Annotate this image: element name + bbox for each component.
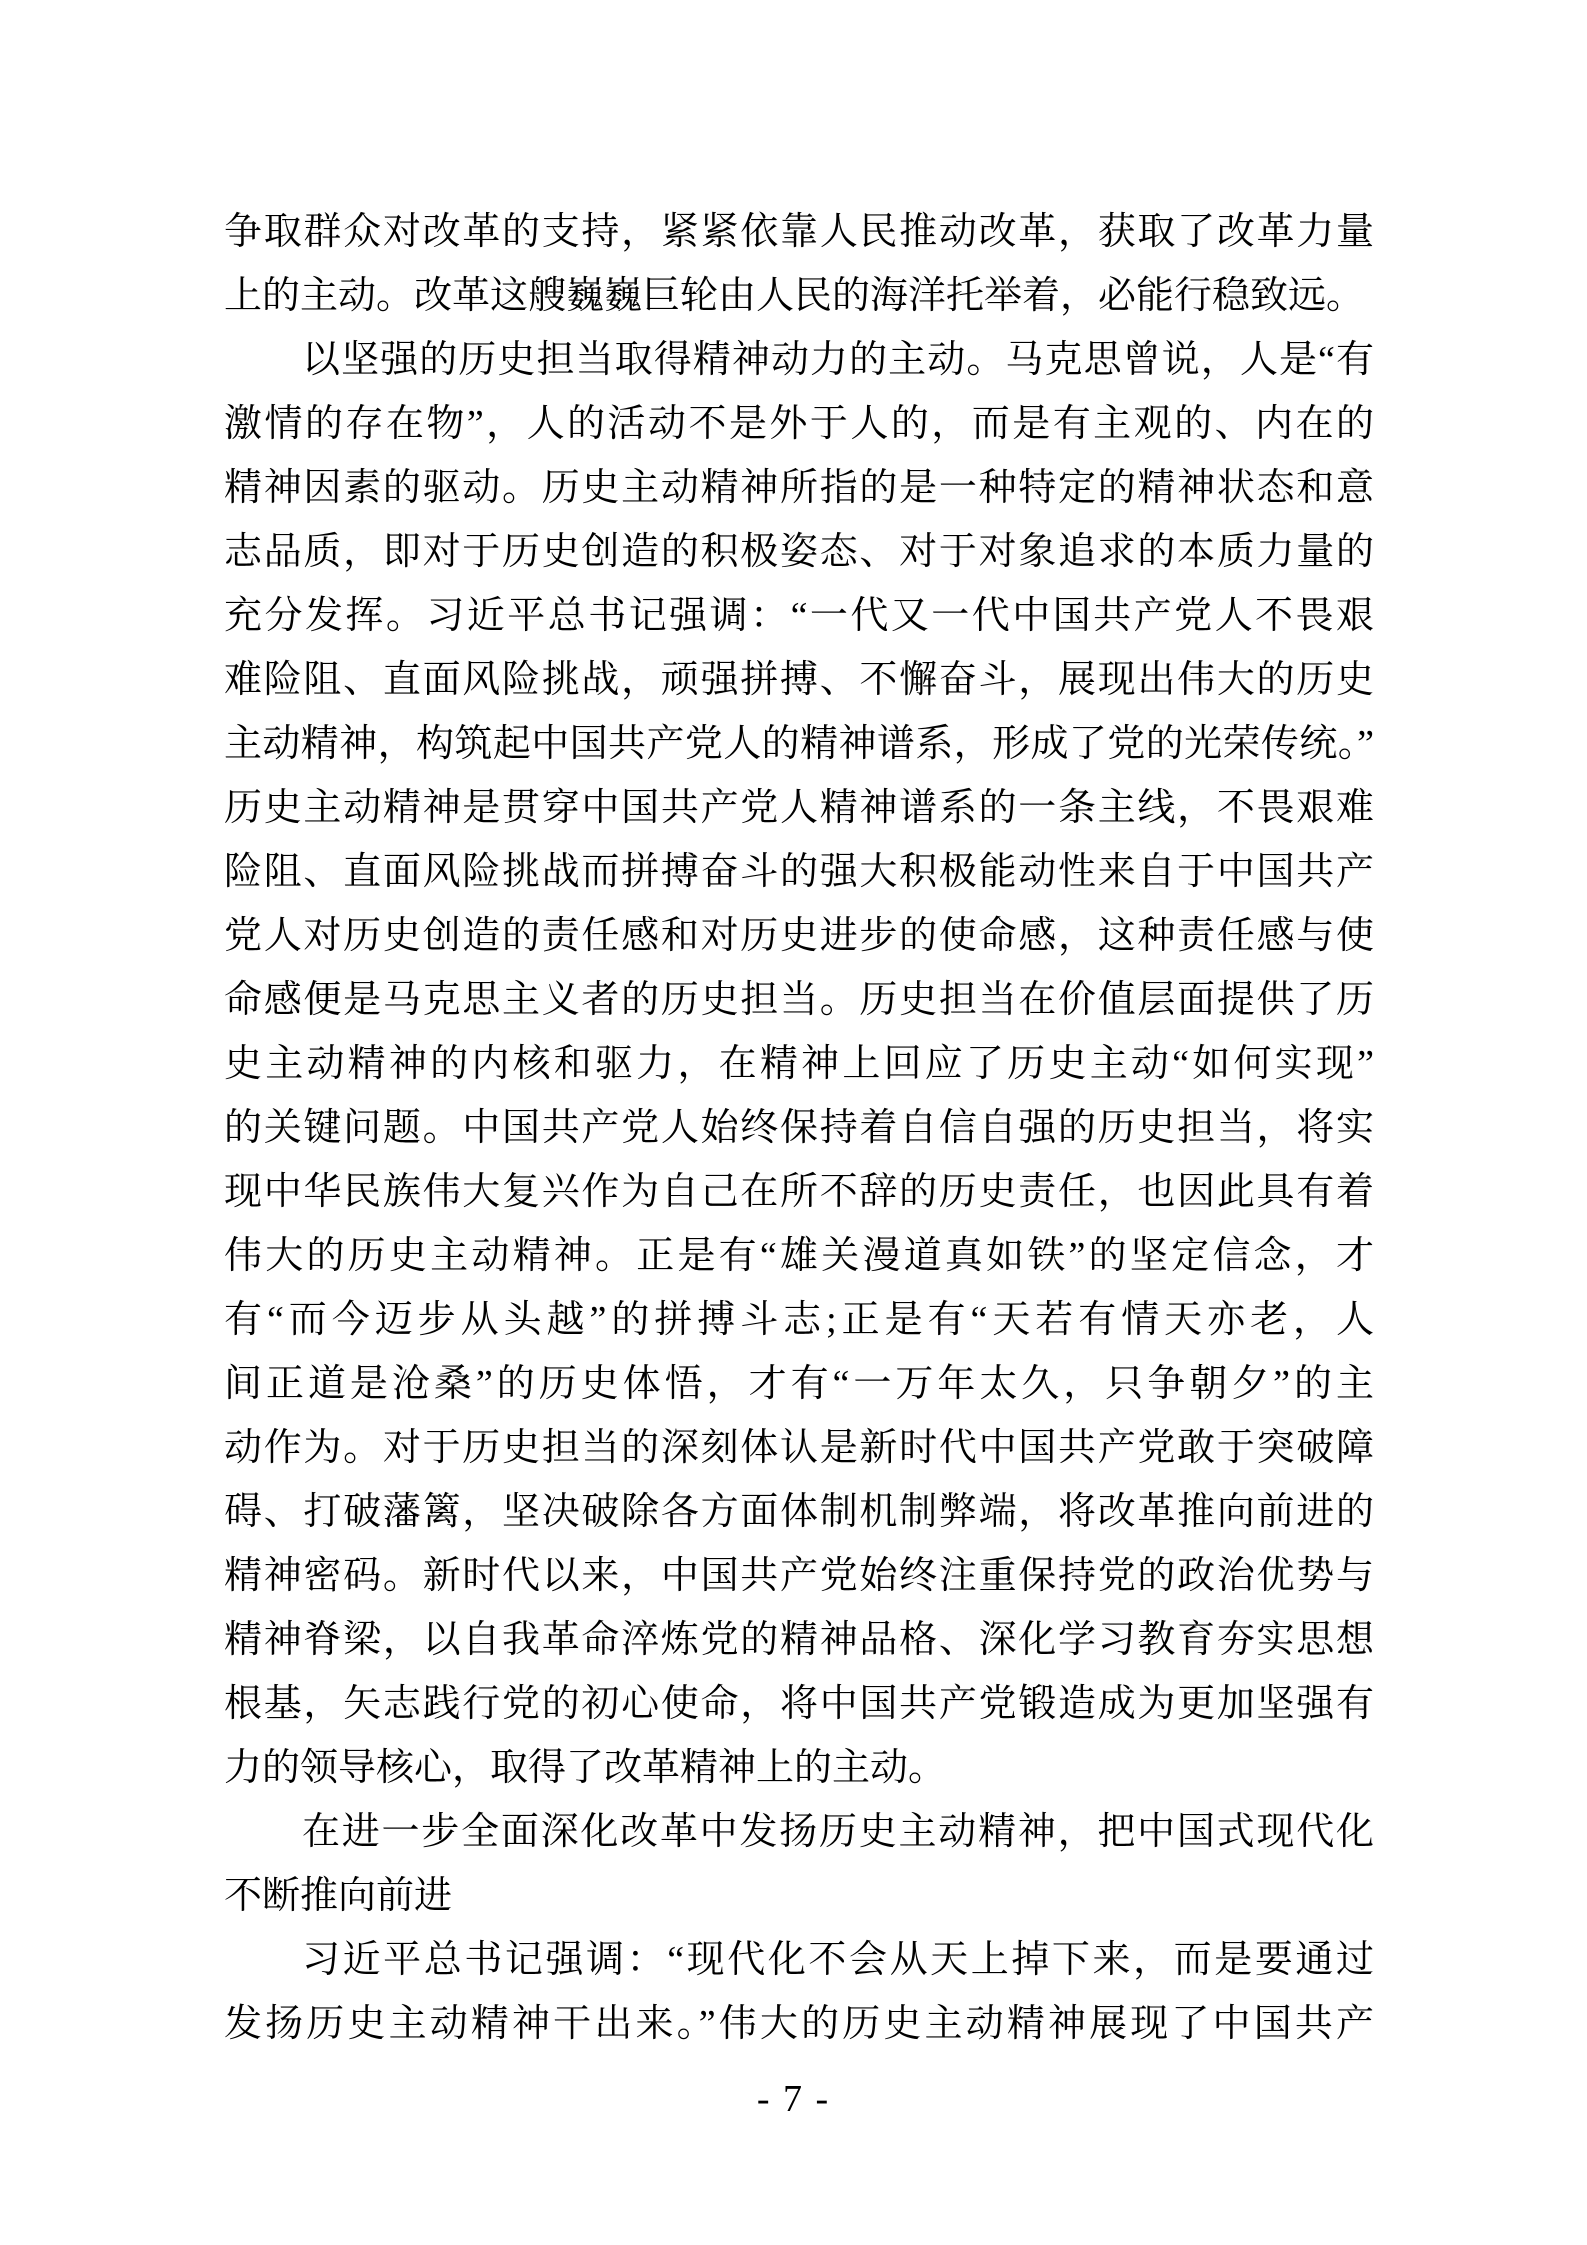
text-line: 碍、打破藩篱，坚决破除各方面体制机制弊端，将改革推向前进的: [224, 1491, 1374, 1533]
text-line: 发扬历史主动精神干出来。”伟大的历史主动精神展现了中国共产: [224, 2003, 1374, 2045]
text-line: 难险阻、直面风险挑战，顽强拼搏、不懈奋斗，展现出伟大的历史: [224, 659, 1374, 701]
text-line: 精神脊梁，以自我革命淬炼党的精神品格、深化学习教育夯实思想: [224, 1619, 1374, 1661]
page-footer: [0, 2078, 1587, 2120]
text-line: 上的主动。改革这艘巍巍巨轮由人民的海洋托举着，必能行稳致远。: [224, 275, 1365, 317]
text-line: 现中华民族伟大复兴作为自己在所不辞的历史责任，也因此具有着: [224, 1171, 1374, 1213]
text-line: 在进一步全面深化改革中发扬历史主动精神，把中国式现代化: [302, 1811, 1374, 1853]
text-line: 不断推向前进: [224, 1875, 453, 1917]
text-line: 主动精神，构筑起中国共产党人的精神谱系，形成了党的光荣传统。”: [224, 723, 1374, 765]
text-line: 力的领导核心，取得了改革精神上的主动。: [224, 1747, 947, 1789]
text-line: 精神密码。新时代以来，中国共产党始终注重保持党的政治优势与: [224, 1555, 1374, 1597]
text-line: 有“而今迈步从头越”的拼搏斗志;正是有“天若有情天亦老，人: [224, 1299, 1374, 1341]
text-line: 激情的存在物”，人的活动不是外于人的，而是有主观的、内在的: [224, 403, 1374, 445]
text-line: 间正道是沧桑”的历史体悟，才有“一万年太久，只争朝夕”的主: [224, 1363, 1374, 1405]
text-line: 习近平总书记强调：“现代化不会从天上掉下来，而是要通过: [302, 1939, 1374, 1981]
text-line: 精神因素的驱动。历史主动精神所指的是一种特定的精神状态和意: [224, 467, 1374, 509]
text-line: 动作为。对于历史担当的深刻体认是新时代中国共产党敢于突破障: [224, 1427, 1374, 1469]
text-line: 命感便是马克思主义者的历史担当。历史担当在价值层面提供了历: [224, 979, 1374, 1021]
text-line: 充分发挥。习近平总书记强调：“一代又一代中国共产党人不畏艰: [224, 595, 1374, 637]
page-number: - 7 -: [756, 2078, 831, 2120]
document-body: [224, 200, 1374, 2056]
text-line: 险阻、直面风险挑战而拼搏奋斗的强大积极能动性来自于中国共产: [224, 851, 1374, 893]
text-line: 以坚强的历史担当取得精神动力的主动。马克思曾说，人是“有: [302, 339, 1374, 381]
text-line: 根基，矢志践行党的初心使命，将中国共产党锻造成为更加坚强有: [224, 1683, 1374, 1725]
text-line: 伟大的历史主动精神。正是有“雄关漫道真如铁”的坚定信念，才: [224, 1235, 1374, 1277]
text-line: 的关键问题。中国共产党人始终保持着自信自强的历史担当，将实: [224, 1107, 1374, 1149]
text-line: 争取群众对改革的支持，紧紧依靠人民推动改革，获取了改革力量: [224, 211, 1374, 253]
text-line: 党人对历史创造的责任感和对历史进步的使命感，这种责任感与使: [224, 915, 1374, 957]
text-line: 历史主动精神是贯穿中国共产党人精神谱系的一条主线，不畏艰难: [224, 787, 1374, 829]
text-line: 志品质，即对于历史创造的积极姿态、对于对象追求的本质力量的: [224, 531, 1374, 573]
text-line: 史主动精神的内核和驱力，在精神上回应了历史主动“如何实现”: [224, 1043, 1374, 1085]
